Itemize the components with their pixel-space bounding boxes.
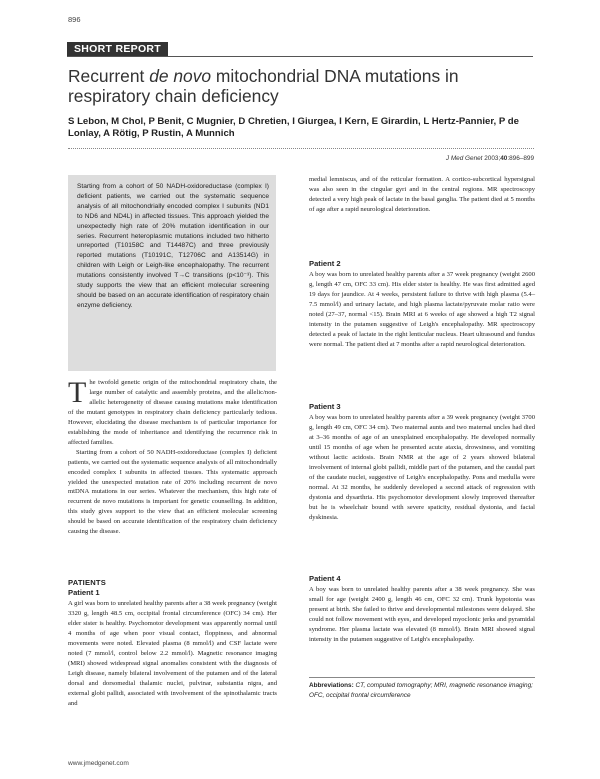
- subheading-patient-3: Patient 3: [309, 402, 341, 411]
- title-part-2: mitochondrial DNA mutations in respiratory chain deficiency: [68, 66, 459, 106]
- abbreviations-text: CT, computed tomography; MRI, magnetic resonance imaging; OFC, occipital frontal circumference: [309, 682, 533, 699]
- author-list: S Lebon, M Chol, P Benit, C Mugnier, D Chretien, I Giurgea, I Kern, E Girardin, L Hertz-Pannier, P de Lonlay, A Rötig, P Rustin, A Munnich: [68, 116, 519, 139]
- patient-3-text: A boy was born to unrelated healthy parents after a 39 week pregnancy (weight 3700 g, length 49 cm, OFC 34 cm). Two maternal aunts and two maternal uncles had died at 3–36 months of age of an unexplained encephalopathy. He developed normally until 15 months of age when he presented acute ataxia, drowsiness, and vomiting without lactic acidosis. Brain NMR at the age of 2 years showed bilateral involvement of internal globi pallidi, middle part of the putamen, and the caudal part of the caudate nuclei, suggestive of Leigh's encephalopathy. Pons and medulla were normal. At 32 months, he suddenly developed a second attack of regression with dystonia and dysarthria. His psychomotor development slowly improved thereafter but he is wheelchair bound with severe spaticity, residual dystonia, and facial dyskinesia.: [309, 414, 535, 521]
- citation: [350, 155, 534, 162]
- patient-1-text: A girl was born to unrelated healthy parents after a 38 week pregnancy (weight 3320 g, length 48.5 cm, occipital frontal circumference (OFC) 34 cm). Her elder sister is healthy. Psychomotor development was apparently normal until 4 months of age when poor visual contact, floppiness, and abnormal movements were noted. Elevated plasma (8 mmol/l) and CSF lactate were noted (7 mmol/l, control below 2.2 mmol/l). Magnetic resonance imaging (MRI) showed widespread signal anomalies consistent with the diagnosis of Leigh disease, namely bilateral involvement of the putamen and of the lateral dorsal and dorsomedial thalamic nuclei, pulvinar, substantia nigra, and external globi pallidi, associated with involvement of the spinothalamic tracts and: [68, 600, 277, 707]
- abbreviations-rule: [309, 677, 535, 678]
- abstract-text: Starting from a cohort of 50 NADH-oxidoreductase (complex I) deficient patients, we carried out the systematic sequence analysis of all mitochondrially encoded complex I subunits (ND1 to ND6 and ND4L) in affected tissues. This approach yielded the unexpectedly high rate of 20% mutation identification in our series. Recurrent heteroplasmic mutations included two hitherto unreported (T10158C and T14487C) and three previously reported mutations (T10191C, T12706C and A13514G) in children with Leigh or Leigh-like encephalopathy. The recurrent mutations consistently involved T→C transitions (p<10⁻³). This study supports the view that an efficient molecular screening should be based on an accurate identification of respiratory chain enzyme deficiency.: [77, 183, 269, 309]
- citation-pages: :896–899: [507, 155, 534, 162]
- abbreviations: [309, 681, 535, 700]
- page-number: 896: [68, 15, 81, 24]
- patient-2-text: A boy was born to unrelated healthy parents after a 37 week pregnancy (weight 2600 g, length 47 cm, OFC 33 cm). His elder sister is healthy. He was first admitted aged 19 days for jaundice. At 4 weeks, persistent failure to thrive with high plasma (5.4–7.5 mmol/l) and urinary lactate, and high plasma lactate/pyruvate molar ratio were noted (27–37, normal <15). Brain MRI at 6 weeks of age showed a high T2 signal intensity in the putamen suggestive of Leigh's encephalopathy. MR spectroscopy detected a peak of lactate in the right lenticular nucleus. Heart ultrasound and fundus were normal. The patient died at 7 months after a rapid neurological deterioration.: [309, 271, 535, 348]
- citation-volume: 40: [500, 155, 508, 162]
- article-title: [68, 66, 528, 106]
- introduction: [68, 378, 277, 537]
- section-bar: [67, 42, 533, 57]
- drop-cap: T: [68, 376, 87, 409]
- abbreviations-label: Abbreviations:: [309, 682, 354, 689]
- intro-paragraph-1: he twofold genetic origin of the mitochondrial respiratory chain, the large number of catalytic and assembly proteins, and the allelic/non-allelic heterogeneity of disease causing mutations make identification of the mutant genotypes in respiratory chain deficiency particularly tedious. However, elucidating the disease mechanism is of particular importance for establishing the mode of inheritance and identifying the recurrence risk in affected families.: [68, 379, 277, 446]
- title-part-1: Recurrent: [68, 66, 150, 86]
- patient-4-text: A boy was born to unrelated healthy parents after a 38 week pregnancy. She was small for age (weight 2400 g, length 46 cm, OFC 32 cm). Trunk hypotonia was present at birth. She failed to thrive and developmental milestones were delayed. She could not follow movement with eyes, and developed myoclonic jerks and pyramidal syndrome. Her plasma lactate was elevated (8 mmol/l). Brain MRI showed signal intensity in the putamen suggestive of Leigh's encephalopathy.: [309, 586, 535, 643]
- header-divider: [68, 148, 534, 149]
- citation-journal: J Med Genet: [445, 155, 483, 162]
- section-label: SHORT REPORT: [67, 42, 168, 56]
- section-heading-patients: PATIENTS: [68, 578, 107, 587]
- subheading-patient-1: Patient 1: [68, 588, 100, 597]
- citation-year: 2003;: [484, 155, 501, 162]
- title-italic: de novo: [149, 66, 212, 86]
- patient-1-continued: medial lemniscus, and of the reticular formation. A cortico-subcortical hypersignal was also seen in the cingular gyri and in the central regions. MR spectroscopy detected a very high peak of lactate in the basal ganglia. The patient died at 5 months of age after a rapid neurological deterioration.: [309, 176, 535, 213]
- footer-url[interactable]: www.jmedgenet.com: [68, 760, 129, 767]
- subheading-patient-2: Patient 2: [309, 259, 341, 268]
- subheading-patient-4: Patient 4: [309, 574, 341, 583]
- intro-paragraph-2: Starting from a cohort of 50 NADH-oxidoreductase (complex I) deficient patients, we carried out the systematic sequence analysis of all mitochondrially encoded complex I subunits in affected tissues. This systematic approach yielded the unexpected mutation rate of 20% including recurrent de novo mtDNA mutations in our series. Whatever the mechanism, this high rate of recurrent de novo mutations is important for genetic counselling. In addition, this study gives support to the view that an efficient molecular screening should be based on accurate identification of the respiratory chain deficiency causing the disease.: [68, 448, 277, 536]
